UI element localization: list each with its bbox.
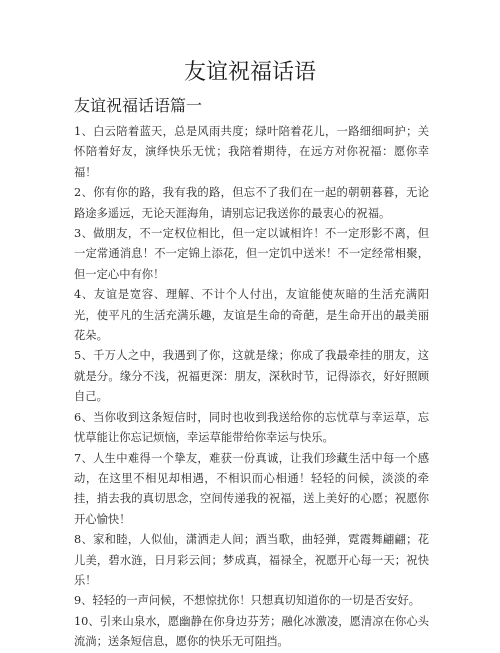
paragraph: 2、你有你的路，我有我的路，但忘不了我们在一起的朝朝暮暮，无论路途多遥远，无论天涯海角，请别忘记我送你的最衷心的祝福。 [74, 186, 429, 220]
section-heading: 友谊祝福话语篇一 [74, 96, 203, 115]
paragraph: 9、轻轻的一声问候，不想惊扰你！只想真切知道你的一切是否安好。 [74, 594, 421, 608]
paragraph: 3、做朋友，不一定权位相比，但一定以诚相许！不一定形影不离，但一定常通消息！不一定锦上添花，但一定饥中送米！不一定经常相聚，但一定心中有你！ [74, 227, 429, 281]
paragraph: 8、家和睦，人似仙，潇洒走人间；酒当歌，曲轻弹，霓霞舞翩翩；花儿美，碧水涟，日月彩云间；梦成真，福禄全，祝愿开心每一天；祝快乐！ [74, 533, 429, 587]
paragraph: 6、当你收到这条短信时，同时也收到我送给你的忘忧草与幸运草，忘忧草能让你忘记烦恼，幸运草能带给你幸运与快乐。 [74, 410, 429, 445]
page-title: 友谊祝福话语 [183, 60, 316, 85]
article-body [74, 122, 429, 653]
paragraph: 1、白云陪着蓝天，总是风雨共度；绿叶陪着花儿，一路细细呵护；关怀陪着好友，演绎快乐无忧；我陪着期待，在远方对你祝福：愿你幸福！ [74, 125, 429, 179]
paragraph: 10、引来山泉水，愿幽静在你身边芬芳；融化冰激凌，愿清凉在你心头流淌；送条短信息，愿你的快乐无可阻挡。 [74, 614, 429, 649]
paragraph: 7、人生中难得一个挚友，难获一份真诚，让我们珍藏生活中每一个感动，在这里不相见却相遇，不相识而心相通！轻轻的问候，淡淡的牵挂，捎去我的真切思念，空间传递我的祝福，送上美好的心愿；祝愿你开心愉快！ [74, 451, 429, 526]
paragraph: 5、千万人之中，我遇到了你，这就是缘；你成了我最牵挂的朋友，这就是分。缘分不浅，祝福更深：朋友，深秋时节，记得添衣，好好照顾自己。 [74, 349, 429, 404]
paragraph: 4、友谊是宽容、理解、不计个人付出，友谊能使灰暗的生活充满阳光，使平凡的生活充满乐趣，友谊是生命的奇葩，是生命开出的最美丽花朵。 [74, 288, 429, 343]
